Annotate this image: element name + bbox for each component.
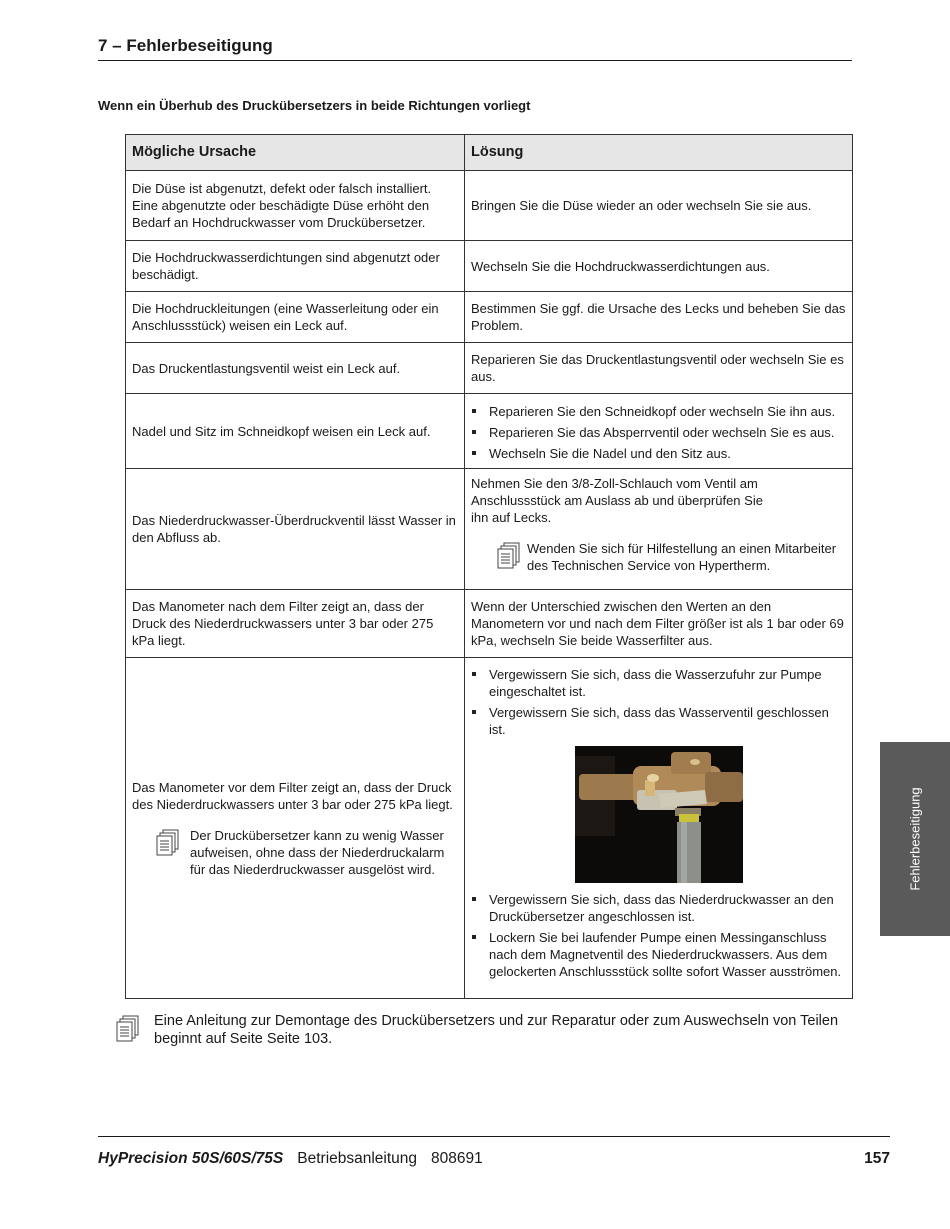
table-header-row — [126, 135, 853, 171]
solution-bullet-list — [471, 666, 846, 738]
table-row — [126, 241, 853, 292]
water-valve-photo — [575, 746, 743, 883]
note-icon — [116, 1014, 140, 1044]
list-item: Lockern Sie bei laufender Pumpe einen Messinganschluss nach dem Magnetventil des Niederdruckwassers. Aus dem gelockerten Anschlussstück sollte sofort Wasser ausströmen. — [471, 929, 846, 980]
solution-cell — [465, 469, 853, 590]
cause-text: Das Manometer vor dem Filter zeigt an, dass der Druck des Niederdruckwassers unter 3 bar oder 275 kPa liegt. — [132, 779, 453, 812]
table-row — [126, 658, 853, 999]
note-text: Wenden Sie sich für Hilfestellung an einen Mitarbeiter des Technischen Service von Hypertherm. — [527, 541, 837, 573]
document-type: Betriebsanleitung — [297, 1150, 418, 1167]
product-name: HyPrecision 50S/60S/75S — [98, 1150, 284, 1167]
solution-cell: Wechseln Sie die Hochdruckwasserdichtungen aus. — [465, 241, 853, 292]
note-icon — [497, 542, 521, 570]
solution-cell: Reparieren Sie das Druckentlastungsventil oder wechseln Sie es aus. — [465, 343, 853, 394]
note — [471, 540, 846, 574]
cause-cell: Das Druckentlastungsventil weist ein Leck auf. — [126, 343, 465, 394]
cause-cell: Die Hochdruckleitungen (eine Wasserleitung oder ein Anschlussstück) weisen ein Leck auf. — [126, 292, 465, 343]
list-item: Vergewissern Sie sich, dass das Wasserventil geschlossen ist. — [471, 704, 846, 738]
list-item: Vergewissern Sie sich, dass die Wasserzufuhr zur Pumpe eingeschaltet ist. — [471, 666, 846, 700]
table-row — [126, 394, 853, 469]
solution-cell: Wenn der Unterschied zwischen den Werten an den Manometern vor und nach dem Filter größer ist als 1 bar oder 69 kPa, wechseln Sie beide Wasserfilter aus. — [465, 590, 853, 658]
table-row — [126, 469, 853, 590]
list-item: Reparieren Sie den Schneidkopf oder wechseln Sie ihn aus. — [471, 403, 846, 420]
cause-cell — [126, 658, 465, 999]
section-title: Wenn ein Überhub des Druckübersetzers in beide Richtungen vorliegt — [98, 98, 531, 113]
list-item: Wechseln Sie die Nadel und den Sitz aus. — [471, 445, 846, 462]
note-icon — [156, 829, 180, 857]
solution-cell — [465, 658, 853, 999]
page-footer — [98, 1150, 890, 1172]
bottom-note — [116, 1012, 856, 1048]
table-row — [126, 343, 853, 394]
solution-cell: Bringen Sie die Düse wieder an oder wechseln Sie sie aus. — [465, 171, 853, 241]
troubleshooting-table — [125, 134, 853, 999]
cause-cell: Die Hochdruckwasserdichtungen sind abgenutzt oder beschädigt. — [126, 241, 465, 292]
solution-bullet-list — [471, 891, 846, 980]
cause-cell: Nadel und Sitz im Schneidkopf weisen ein Leck auf. — [126, 394, 465, 469]
note-text: Der Druckübersetzer kann zu wenig Wasser aufweisen, ohne dass der Niederdruckalarm für das Niederdruckwasser ausgelöst wird. — [190, 827, 445, 877]
solution-bullet-list — [471, 403, 846, 462]
chapter-header: 7 – Fehlerbeseitigung — [98, 36, 852, 61]
list-item: Reparieren Sie das Absperrventil oder wechseln Sie es aus. — [471, 424, 846, 441]
chapter-side-tab — [880, 742, 950, 936]
note — [132, 827, 458, 878]
cause-cell: Das Niederdruckwasser-Überdruckventil lässt Wasser in den Abfluss ab. — [126, 469, 465, 590]
footer-rule — [98, 1136, 890, 1137]
solution-cell — [465, 394, 853, 469]
column-header-solution: Lösung — [465, 135, 853, 171]
cause-cell: Das Manometer nach dem Filter zeigt an, dass der Druck des Niederdruckwassers unter 3 bar oder 275 kPa liegt. — [126, 590, 465, 658]
table-row — [126, 292, 853, 343]
list-item: Vergewissern Sie sich, dass das Niederdruckwasser an den Druckübersetzer angeschlossen ist. — [471, 891, 846, 925]
page-number: 157 — [864, 1150, 890, 1167]
bottom-note-text: Eine Anleitung zur Demontage des Druckübersetzers und zur Reparatur oder zum Auswechseln von Teilen beginnt auf Seite Seite 103. — [154, 1013, 839, 1047]
table-row — [126, 171, 853, 241]
cause-cell: Die Düse ist abgenutzt, defekt oder falsch installiert. Eine abgenutzte oder beschädigte Düse erhöht den Bedarf an Hochdruckwasser vom Druckübersetzer. — [126, 171, 465, 241]
solution-text: Nehmen Sie den 3/8-Zoll-Schlauch vom Ventil am Anschlussstück am Auslass ab und überprüfen Sie ihn auf Lecks. — [471, 476, 763, 525]
column-header-cause: Mögliche Ursache — [126, 135, 465, 171]
document-number: 808691 — [431, 1150, 483, 1167]
table-row — [126, 590, 853, 658]
solution-cell: Bestimmen Sie ggf. die Ursache des Lecks und beheben Sie das Problem. — [465, 292, 853, 343]
side-tab-label: Fehlerbeseitigung — [907, 787, 923, 891]
